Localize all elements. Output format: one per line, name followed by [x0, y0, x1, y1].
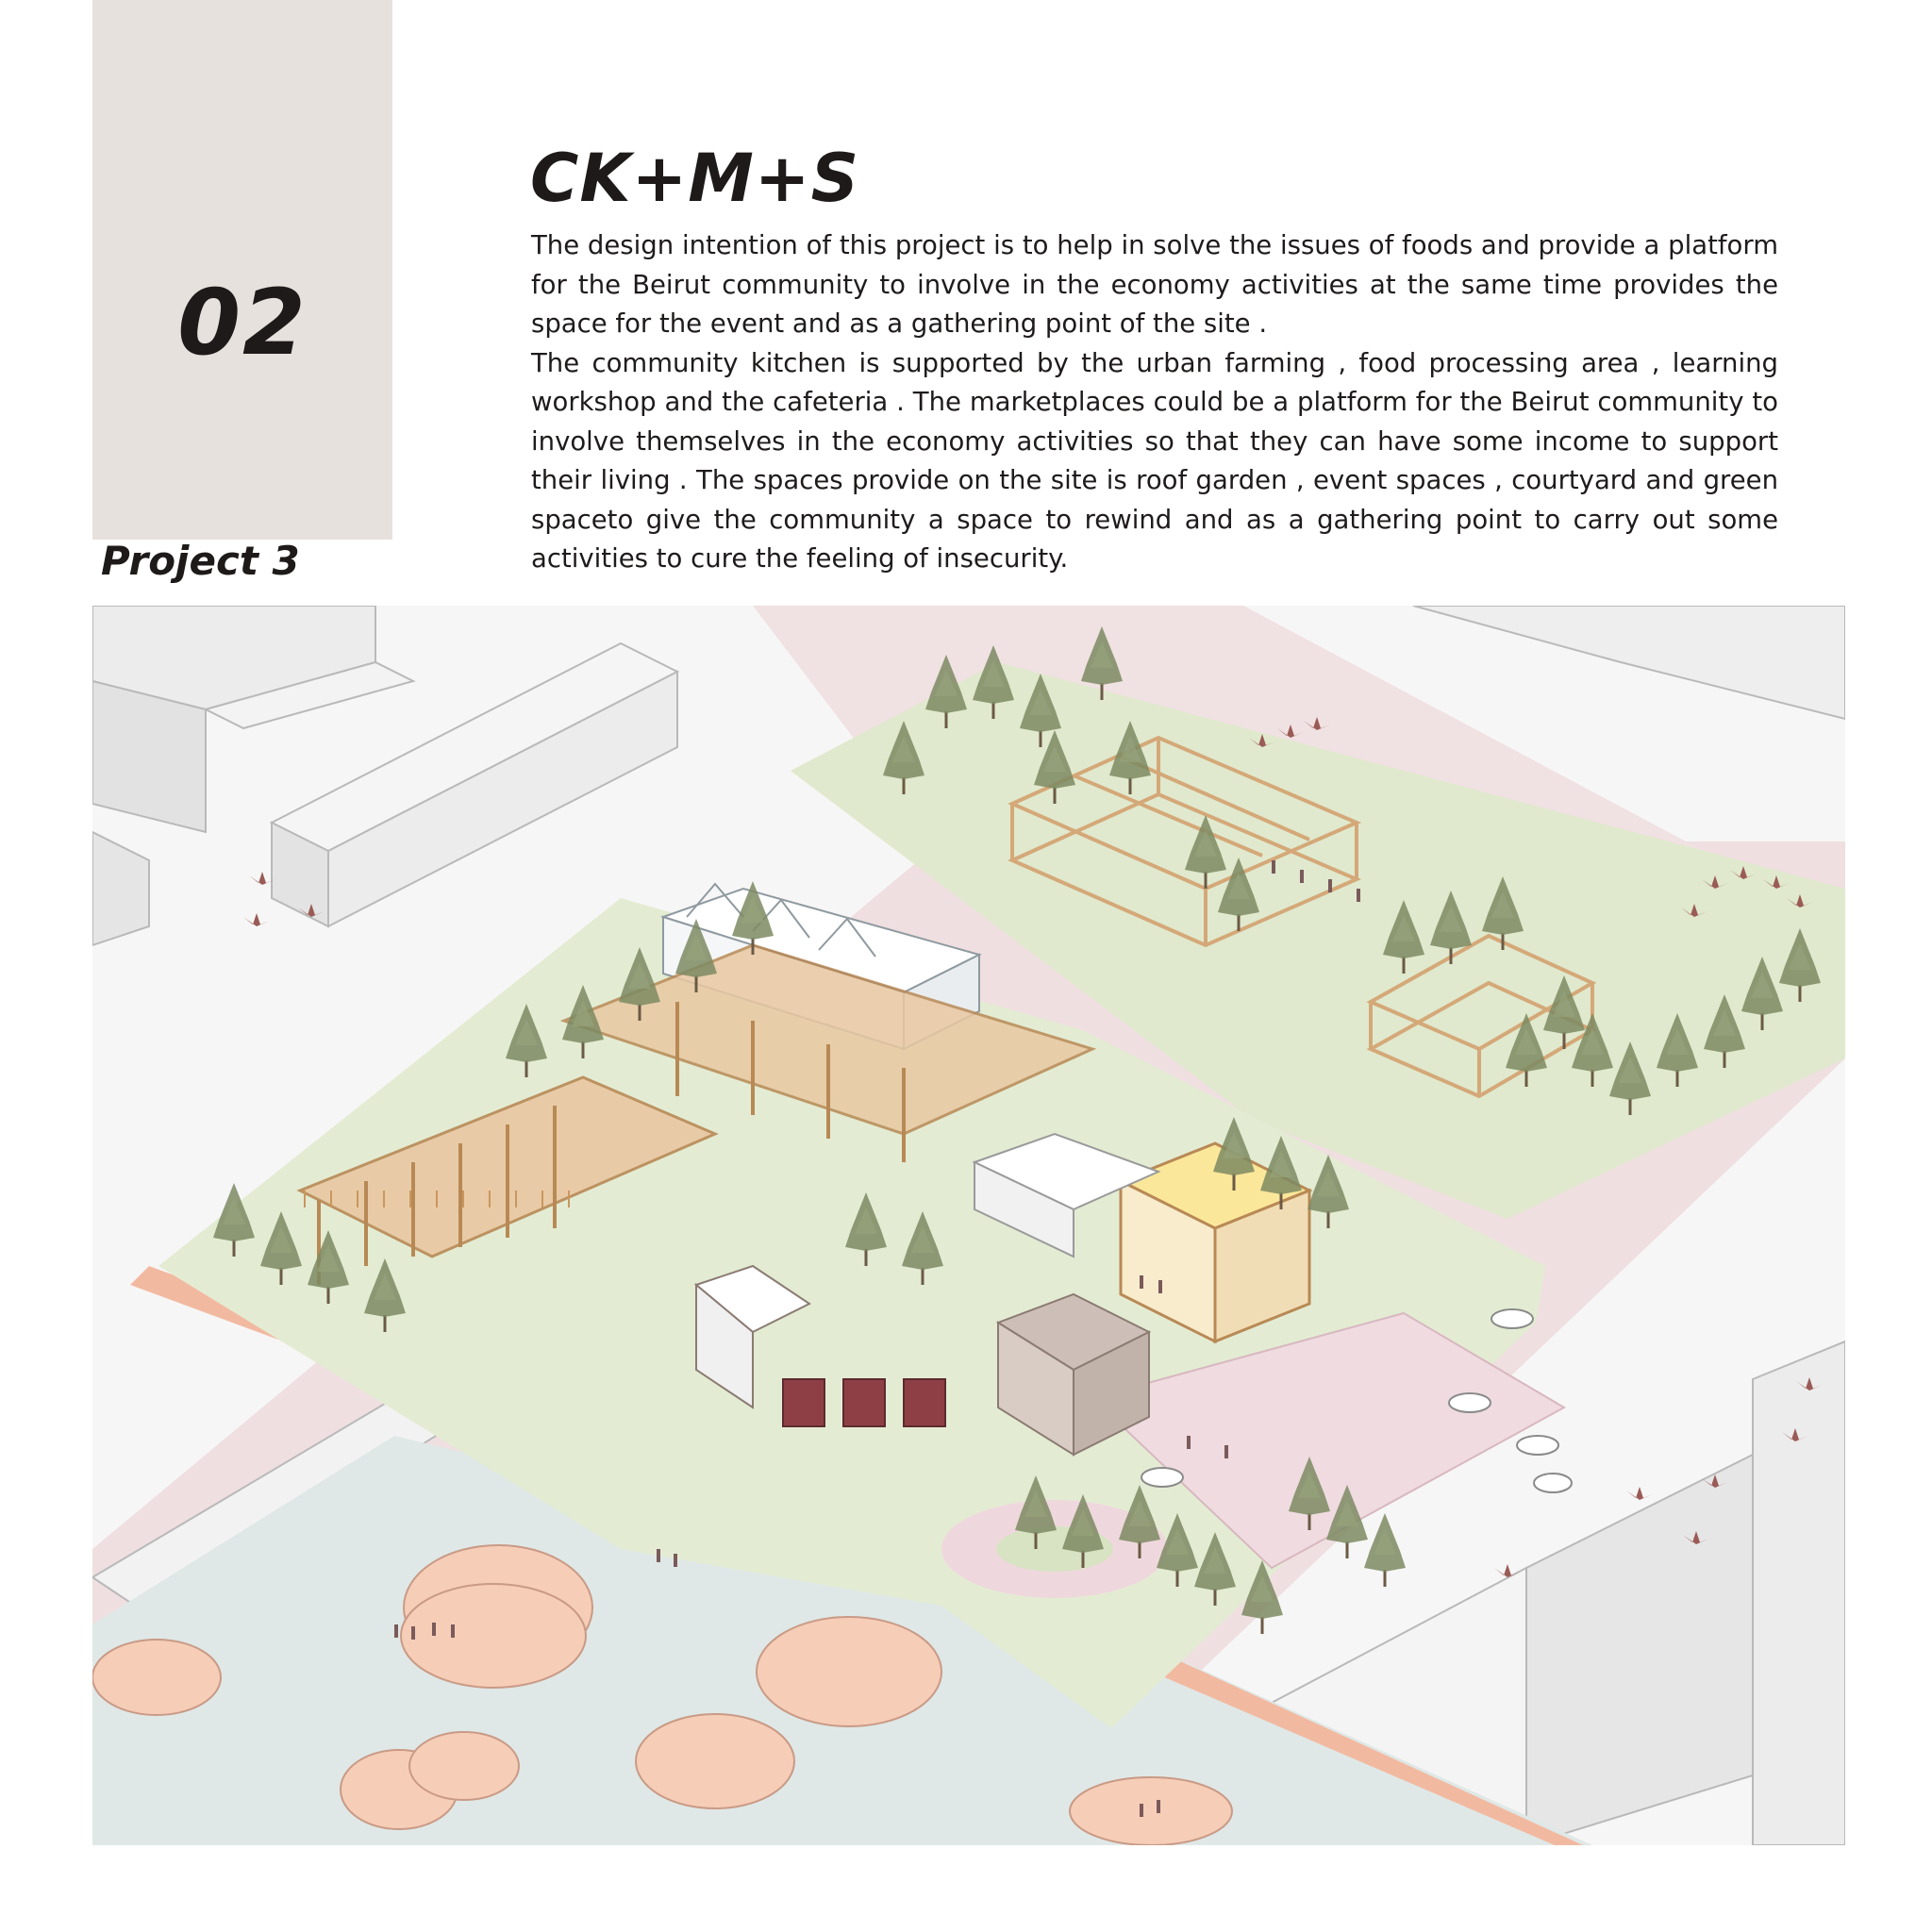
project-number-block [92, 0, 392, 540]
axonometric-site-drawing [92, 606, 1845, 1845]
description-paragraph-2: The community kitchen is supported by the urban farming , food processing area , learning workshop and the cafeteria . The marketplaces could be a platform for the Beirut community to involve themselves in the economy activities so that they can have some income to support their living . The spaces provide on the site is roof garden , event spaces , courtyard and green spaceto give the community a space to rewind and as a gathering point to carry out some activities to cure the feeling of insecurity. [531, 347, 1778, 574]
description [531, 226, 1778, 579]
market-kiosks [783, 1379, 945, 1426]
project-number: 02 [177, 270, 308, 375]
project-label: Project 3 [101, 538, 300, 584]
description-paragraph-1: The design intention of this project is to help in solve the issues of foods and provide a platform for the Beirut community to involve in the economy activities at the same time provides the space for the event and as a gathering point of the site . [531, 230, 1778, 339]
project-title: CK+M+S [530, 140, 859, 217]
